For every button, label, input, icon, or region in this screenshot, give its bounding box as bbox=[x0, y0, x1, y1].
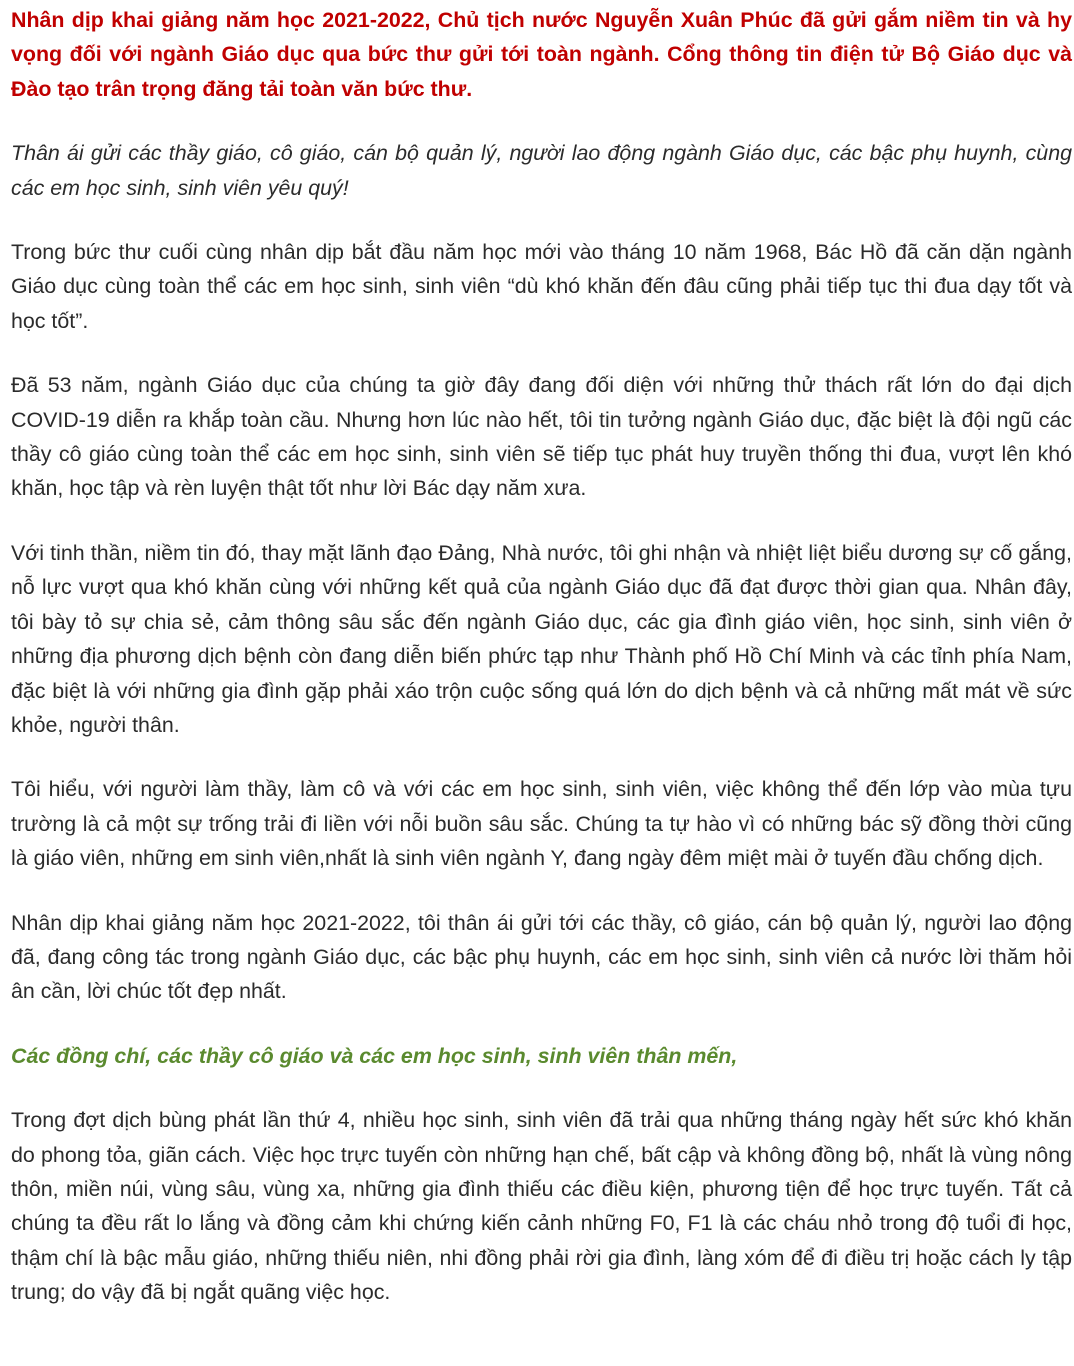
letter-greeting: Thân ái gửi các thầy giáo, cô giáo, cán bộ quản lý, người lao động ngành Giáo dục, các bậc phụ huynh, cùng các em học sinh, sinh viên yêu quý! bbox=[11, 141, 1072, 200]
paragraph-5: Nhân dịp khai giảng năm học 2021-2022, tôi thân ái gửi tới các thầy, cô giáo, cán bộ quản lý, người lao động đã, đang công tác trong ngành Giáo dục, các bậc phụ huynh, các em học sinh, sinh viên cả nước lời thăm hỏi ân cần, lời chúc tốt đẹp nhất. bbox=[11, 910, 1072, 1004]
paragraph-6: Trong đợt dịch bùng phát lần thứ 4, nhiều học sinh, sinh viên đã trải qua những tháng ngày hết sức khó khăn do phong tỏa, giãn cách. Việc học trực tuyến còn những hạn chế, bất cập và không đồng bộ, nhất là vùng nông thôn, miền núi, vùng sâu, vùng xa, những gia đình thiếu các điều kiện, phương tiện để học trực tuyến. Tất cả chúng ta đều rất lo lắng và đồng cảm khi chứng kiến cảnh những F0, F1 là các cháu nhỏ trong độ tuổi đi học, thậm chí là bậc mẫu giáo, những thiếu niên, nhi đồng phải rời gia đình, làng xóm để đi điều trị hoặc cách ly tập trung; do vậy đã bị ngắt quãng việc học. bbox=[11, 1108, 1072, 1305]
letter-salutation: Các đồng chí, các thầy cô giáo và các em học sinh, sinh viên thân mến, bbox=[11, 1043, 738, 1068]
article-lead: Nhân dịp khai giảng năm học 2021-2022, Chủ tịch nước Nguyễn Xuân Phúc đã gửi gắm niềm tin và hy vọng đối với ngành Giáo dục qua bức thư gửi tới toàn ngành. Cổng thông tin điện tử Bộ Giáo dục và Đào tạo trân trọng đăng tải toàn văn bức thư. bbox=[11, 8, 1072, 101]
paragraph-2: Đã 53 năm, ngành Giáo dục của chúng ta giờ đây đang đối diện với những thử thách rất lớn do đại dịch COVID-19 diễn ra khắp toàn cầu. Nhưng hơn lúc nào hết, tôi tin tưởng ngành Giáo dục, đặc biệt là đội ngũ các thầy cô giáo cùng toàn thể các em học sinh, sinh viên sẽ tiếp tục phát huy truyền thống thi đua, vượt lên khó khăn, học tập và rèn luyện thật tốt như lời Bác dạy năm xưa. bbox=[11, 373, 1072, 501]
paragraph-4: Tôi hiểu, với người làm thầy, làm cô và với các em học sinh, sinh viên, việc không thể đến lớp vào mùa tựu trường là cả một sự trống trải đi liền với nỗi buồn sâu sắc. Chúng ta tự hào vì có những bác sỹ đồng thời cũng là giáo viên, những em sinh viên,nhất là sinh viên ngành Y, đang ngày đêm miệt mài ở tuyến đầu chống dịch. bbox=[11, 777, 1072, 871]
paragraph-3: Với tinh thần, niềm tin đó, thay mặt lãnh đạo Đảng, Nhà nước, tôi ghi nhận và nhiệt liệt biểu dương sự cố gắng, nỗ lực vượt qua khó khăn cùng với những kết quả của ngành Giáo dục đã đạt được thời gian qua. Nhân đây, tôi bày tỏ sự chia sẻ, cảm thông sâu sắc đến ngành Giáo dục, các gia đình giáo viên, học sinh, sinh viên ở những địa phương dịch bệnh còn đang diễn biến phức tạp như Thành phố Hồ Chí Minh và các tỉnh phía Nam, đặc biệt là với những gia đình gặp phải xáo trộn cuộc sống quá lớn do dịch bệnh và cả những mất mát về sức khỏe, người thân. bbox=[11, 540, 1072, 737]
paragraph-1: Trong bức thư cuối cùng nhân dịp bắt đầu năm học mới vào tháng 10 năm 1968, Bác Hồ đã căn dặn ngành Giáo dục cùng toàn thể các em học sinh, sinh viên “dù khó khăn đến đâu cũng phải tiếp tục thi đua dạy tốt và học tốt”. bbox=[11, 240, 1072, 333]
